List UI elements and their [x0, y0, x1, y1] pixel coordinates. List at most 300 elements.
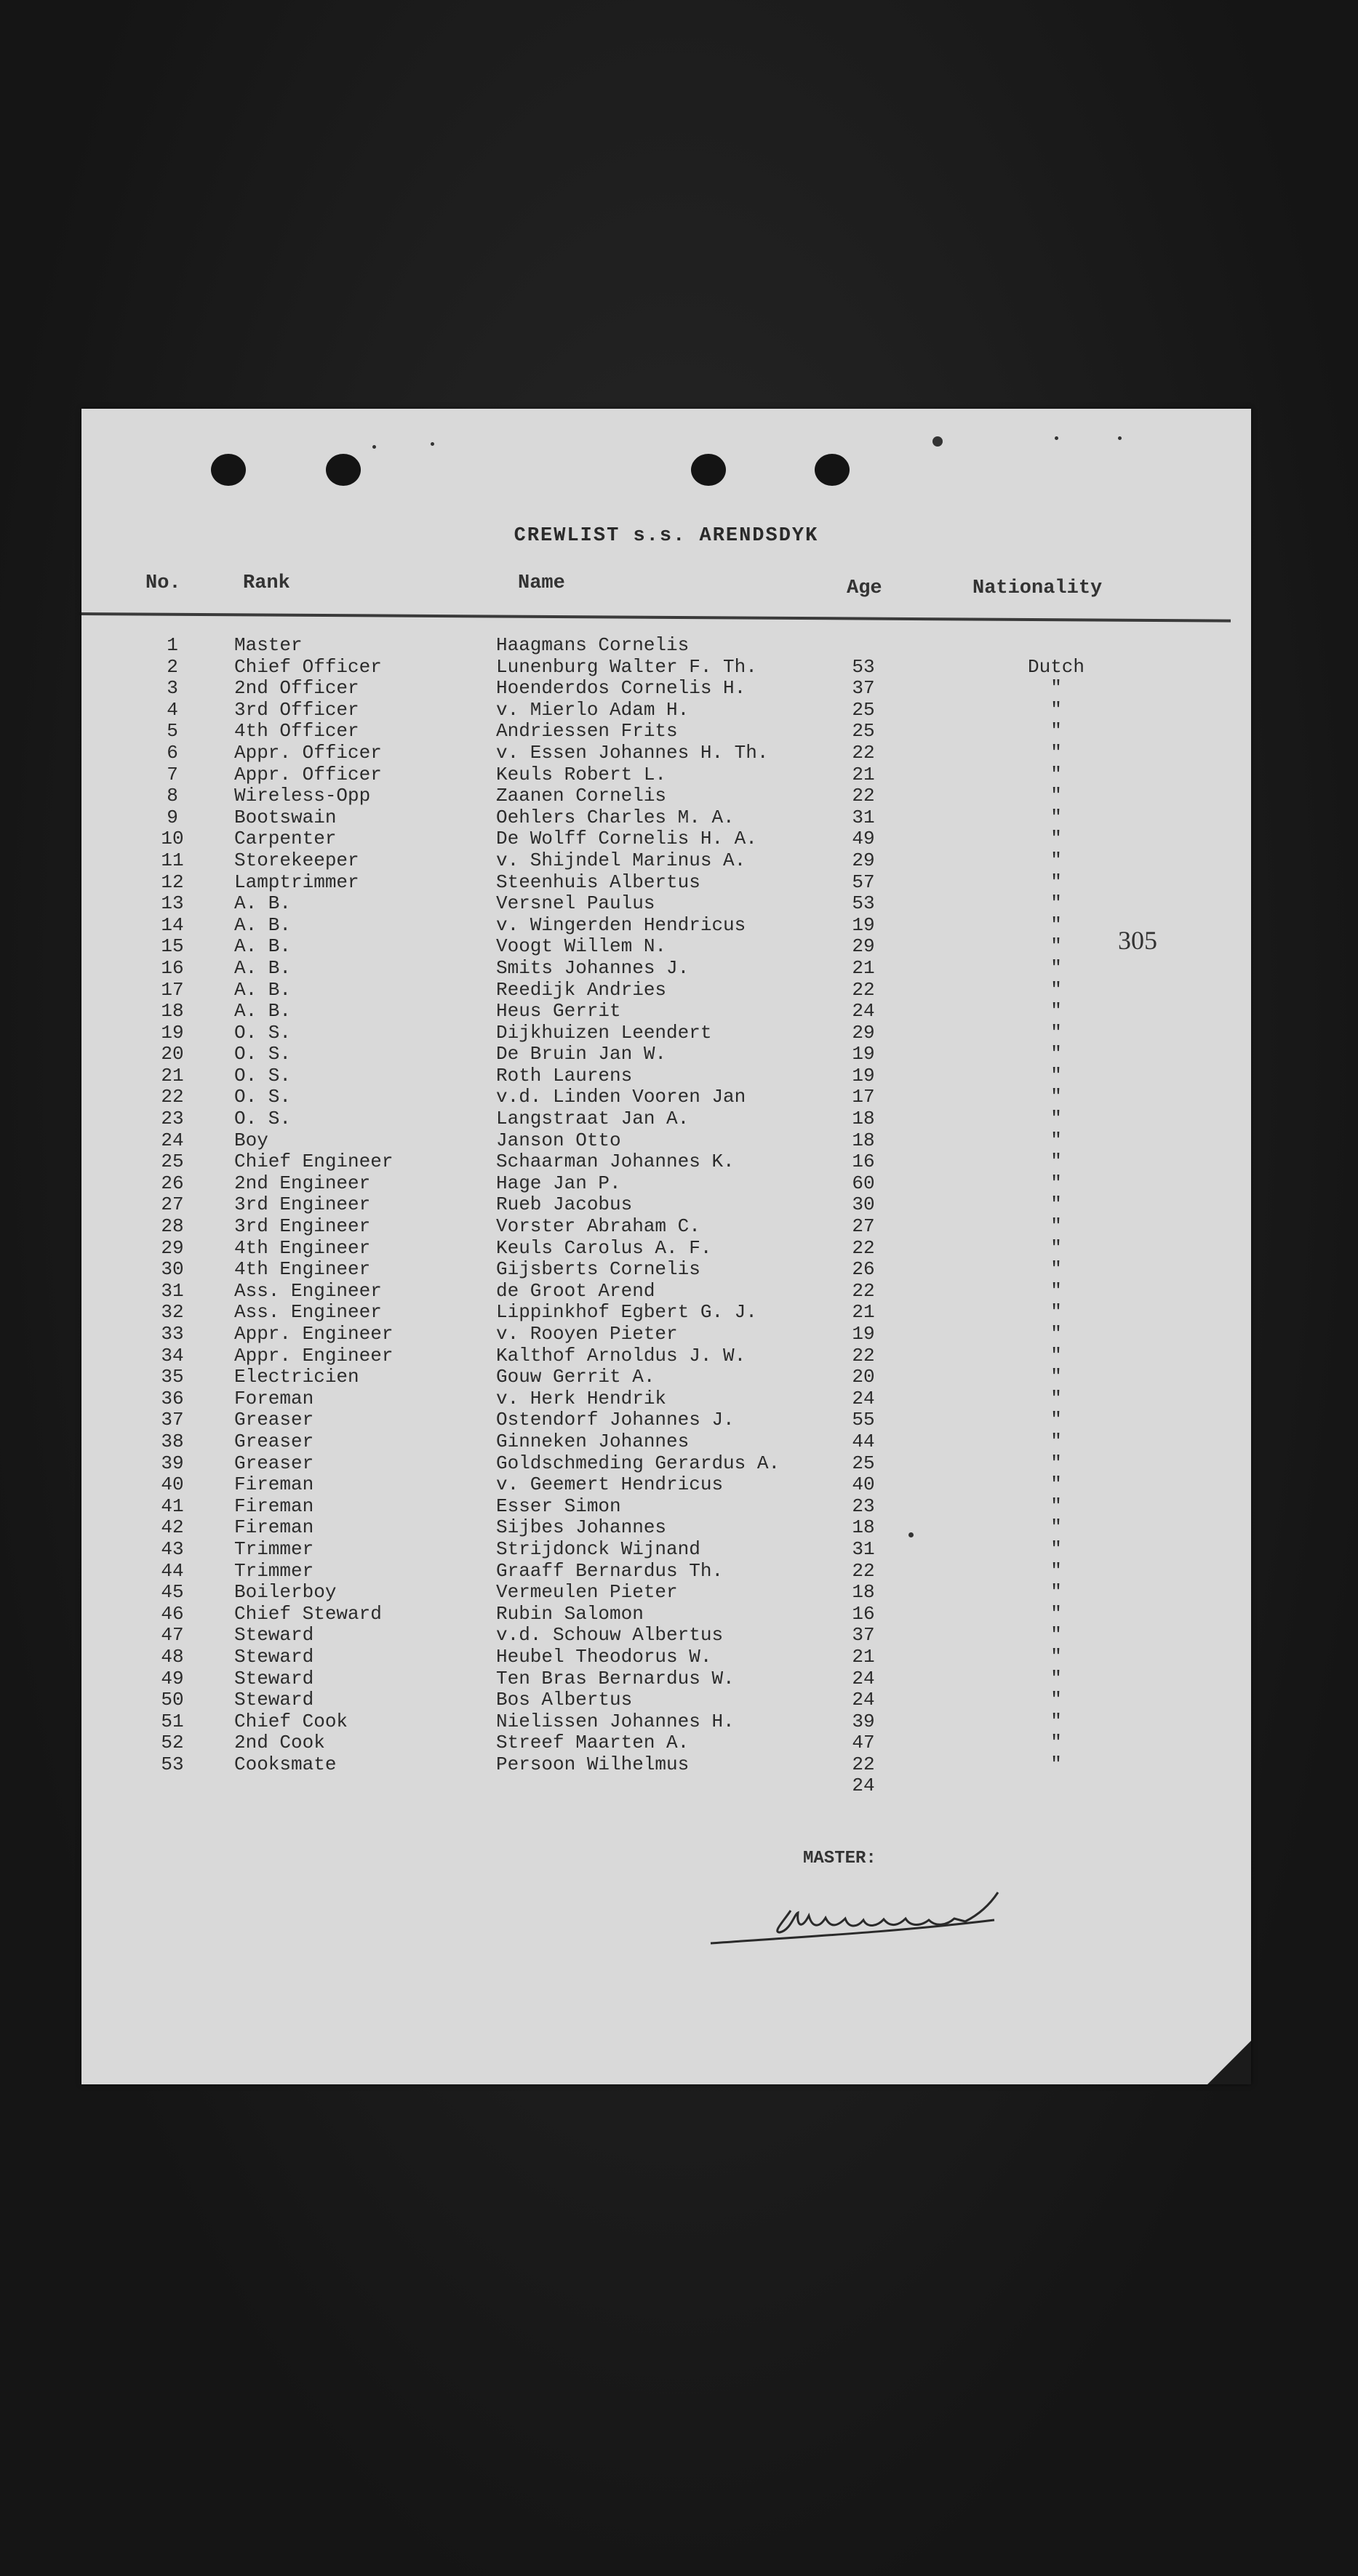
row-number: 47 [161, 1624, 184, 1647]
table-row [81, 1775, 1251, 1796]
row-age: 60 [852, 1172, 875, 1194]
table-row [81, 656, 1251, 678]
table-row [81, 764, 1251, 785]
row-age: 37 [852, 1624, 875, 1647]
row-nationality: " [1050, 1516, 1062, 1539]
row-rank: Greaser [234, 1430, 314, 1452]
row-nationality: " [1050, 1495, 1062, 1517]
table-row [81, 1280, 1251, 1302]
row-nationality: " [1050, 1602, 1062, 1625]
row-number: 42 [161, 1516, 184, 1539]
row-rank: A. B. [234, 935, 292, 958]
page-title: CREWLIST s.s. ARENDSDYK [514, 525, 819, 547]
header-divider [81, 612, 1231, 623]
row-age: 53 [852, 892, 875, 915]
row-age: 22 [852, 741, 875, 764]
row-number: 11 [161, 849, 184, 871]
row-number: 48 [161, 1645, 184, 1668]
row-rank: O. S. [234, 1086, 292, 1108]
row-age: 55 [852, 1409, 875, 1431]
row-name: Steenhuis Albertus [496, 871, 700, 893]
row-rank: 3rd Engineer [234, 1193, 371, 1216]
table-row [81, 1689, 1251, 1711]
row-rank: Lamptrimmer [234, 871, 359, 893]
table-row [81, 699, 1251, 721]
table-row [81, 1560, 1251, 1582]
row-nationality: " [1050, 1129, 1062, 1151]
row-rank: Master [234, 634, 303, 656]
row-number: 31 [161, 1279, 184, 1302]
row-rank: Foreman [234, 1387, 314, 1409]
header-no: No. [145, 572, 181, 594]
row-nationality: " [1050, 1236, 1062, 1259]
table-row [81, 1022, 1251, 1044]
row-rank: Steward [234, 1689, 314, 1711]
master-signature [703, 1863, 1082, 1958]
row-name: v. Herk Hendrik [496, 1387, 667, 1409]
row-age: 19 [852, 1323, 875, 1345]
row-nationality: " [1050, 763, 1062, 785]
ink-speck [372, 445, 376, 449]
row-name: Streef Maarten A. [496, 1732, 690, 1754]
table-row [81, 1301, 1251, 1323]
row-name: Hage Jan P. [496, 1172, 621, 1194]
row-nationality: " [1050, 1172, 1062, 1194]
table-row [81, 1581, 1251, 1603]
row-name: Persoon Wilhelmus [496, 1753, 690, 1775]
row-age: 40 [852, 1473, 875, 1496]
table-row [81, 634, 1251, 656]
row-age: 47 [852, 1732, 875, 1754]
row-name: v. Geemert Hendricus [496, 1473, 724, 1496]
row-name: Keuls Carolus A. F. [496, 1236, 712, 1259]
row-number: 16 [161, 956, 184, 979]
row-age: 18 [852, 1108, 875, 1130]
row-age: 22 [852, 978, 875, 1001]
table-row [81, 1495, 1251, 1517]
row-nationality: " [1050, 1000, 1062, 1023]
row-age: 25 [852, 698, 875, 721]
row-number: 3 [167, 677, 178, 700]
row-nationality: " [1050, 1409, 1062, 1431]
row-nationality: " [1050, 1732, 1062, 1754]
row-rank: O. S. [234, 1108, 292, 1130]
row-rank: Appr. Engineer [234, 1344, 394, 1367]
punch-hole [326, 454, 361, 486]
row-number: 23 [161, 1108, 184, 1130]
row-age: 53 [852, 655, 875, 678]
header-nationality: Nationality [972, 577, 1103, 599]
row-number: 10 [161, 828, 184, 850]
row-rank: Boy [234, 1129, 268, 1151]
row-age: 25 [852, 1452, 875, 1474]
row-name: Keuls Robert L. [496, 763, 667, 785]
table-row [81, 1108, 1251, 1129]
row-age: 29 [852, 935, 875, 958]
header-name: Name [518, 572, 565, 594]
row-number: 18 [161, 1000, 184, 1023]
row-age: 57 [852, 871, 875, 893]
row-rank: A. B. [234, 913, 292, 936]
table-row [81, 1172, 1251, 1194]
row-number: 46 [161, 1602, 184, 1625]
row-nationality: " [1050, 1624, 1062, 1647]
row-nationality: " [1050, 871, 1062, 893]
row-number: 15 [161, 935, 184, 958]
table-row [81, 957, 1251, 979]
table-row [81, 1345, 1251, 1367]
row-number: 27 [161, 1193, 184, 1216]
row-nationality: " [1050, 1086, 1062, 1108]
row-rank: Chief Engineer [234, 1151, 394, 1173]
table-row [81, 914, 1251, 936]
row-age: 24 [852, 1387, 875, 1409]
row-nationality: " [1050, 1064, 1062, 1087]
row-number: 13 [161, 892, 184, 915]
row-number: 12 [161, 871, 184, 893]
row-rank: Fireman [234, 1495, 314, 1517]
row-name: Roth Laurens [496, 1064, 633, 1087]
table-row [81, 1452, 1251, 1474]
row-age: 29 [852, 849, 875, 871]
table-row [81, 785, 1251, 807]
row-rank: Steward [234, 1645, 314, 1668]
row-rank: Trimmer [234, 1559, 314, 1582]
row-number: 14 [161, 913, 184, 936]
row-rank: Appr. Officer [234, 763, 382, 785]
row-name: Ostendorf Johannes J. [496, 1409, 735, 1431]
row-name: Rueb Jacobus [496, 1193, 633, 1216]
row-rank: Storekeeper [234, 849, 359, 871]
table-row [81, 1237, 1251, 1259]
row-number: 44 [161, 1559, 184, 1582]
row-name: Esser Simon [496, 1495, 621, 1517]
row-name: de Groot Arend [496, 1279, 655, 1302]
row-nationality: " [1050, 698, 1062, 721]
row-nationality: " [1050, 720, 1062, 743]
table-row [81, 1065, 1251, 1087]
row-rank: A. B. [234, 892, 292, 915]
row-number: 52 [161, 1732, 184, 1754]
row-name: Graaff Bernardus Th. [496, 1559, 724, 1582]
table-row [81, 979, 1251, 1001]
row-name: Kalthof Arnoldus J. W. [496, 1344, 746, 1367]
row-number: 30 [161, 1258, 184, 1281]
row-name: Dijkhuizen Leendert [496, 1021, 712, 1044]
row-rank: A. B. [234, 956, 292, 979]
row-rank: Boilerboy [234, 1581, 337, 1604]
row-name: Lippinkhof Egbert G. J. [496, 1301, 757, 1324]
row-nationality: " [1050, 956, 1062, 979]
table-row [81, 1151, 1251, 1172]
row-rank: 3rd Officer [234, 698, 359, 721]
row-name: Ten Bras Bernardus W. [496, 1667, 735, 1689]
row-name: Gijsberts Cornelis [496, 1258, 700, 1281]
row-rank: Appr. Engineer [234, 1323, 394, 1345]
row-number: 6 [167, 741, 178, 764]
page-number: 305 [1118, 926, 1157, 955]
row-name: Strijdonck Wijnand [496, 1537, 700, 1560]
row-rank: 2nd Officer [234, 677, 359, 700]
row-name: v. Shijndel Marinus A. [496, 849, 746, 871]
row-number: 20 [161, 1043, 184, 1065]
row-nationality: " [1050, 892, 1062, 915]
row-number: 50 [161, 1689, 184, 1711]
row-age: 18 [852, 1129, 875, 1151]
table-row [81, 1603, 1251, 1625]
row-nationality: " [1050, 677, 1062, 700]
row-age: 18 [852, 1516, 875, 1539]
table-row [81, 1129, 1251, 1151]
row-name: Lunenburg Walter F. Th. [496, 655, 757, 678]
row-nationality: " [1050, 1151, 1062, 1173]
row-nationality: " [1050, 978, 1062, 1001]
row-nationality: " [1050, 1387, 1062, 1409]
row-number: 21 [161, 1064, 184, 1087]
row-age: 26 [852, 1258, 875, 1281]
row-number: 53 [161, 1753, 184, 1775]
row-age: 20 [852, 1366, 875, 1388]
row-nationality: " [1050, 1301, 1062, 1324]
row-age: 16 [852, 1602, 875, 1625]
crew-list-sheet [81, 409, 1251, 2084]
row-number: 4 [167, 698, 178, 721]
table-row [81, 1431, 1251, 1452]
row-age: 21 [852, 1645, 875, 1668]
row-number: 1 [167, 634, 178, 656]
row-nationality: " [1050, 1753, 1062, 1775]
row-name: v.d. Schouw Albertus [496, 1624, 724, 1647]
row-age: 21 [852, 956, 875, 979]
table-row [81, 1711, 1251, 1732]
row-rank: Fireman [234, 1516, 314, 1539]
row-rank: Greaser [234, 1409, 314, 1431]
row-name: Haagmans Cornelis [496, 634, 690, 656]
row-number: 39 [161, 1452, 184, 1474]
row-name: Janson Otto [496, 1129, 621, 1151]
row-age: 22 [852, 1559, 875, 1582]
row-number: 17 [161, 978, 184, 1001]
row-nationality: " [1050, 1581, 1062, 1604]
row-name: Oehlers Charles M. A. [496, 806, 735, 828]
row-rank: Bootswain [234, 806, 337, 828]
row-name: Andriessen Frits [496, 720, 678, 743]
row-name: Hoenderdos Cornelis H. [496, 677, 746, 700]
table-row [81, 1624, 1251, 1646]
table-row [81, 807, 1251, 828]
row-name: Voogt Willem N. [496, 935, 667, 958]
row-name: Langstraat Jan A. [496, 1108, 690, 1130]
row-number: 41 [161, 1495, 184, 1517]
master-label: MASTER: [803, 1849, 876, 1868]
row-age: 23 [852, 1495, 875, 1517]
row-number: 34 [161, 1344, 184, 1367]
row-nationality: " [1050, 1473, 1062, 1496]
row-age: 16 [852, 1151, 875, 1173]
row-name: Goldschmeding Gerardus A. [496, 1452, 780, 1474]
row-number: 25 [161, 1151, 184, 1173]
row-age: 22 [852, 1753, 875, 1775]
table-row [81, 1753, 1251, 1775]
table-row [81, 1193, 1251, 1215]
row-nationality: " [1050, 1689, 1062, 1711]
row-nationality: " [1050, 1021, 1062, 1044]
row-nationality: " [1050, 1043, 1062, 1065]
row-number: 26 [161, 1172, 184, 1194]
row-name: v. Rooyen Pieter [496, 1323, 678, 1345]
table-row [81, 935, 1251, 957]
row-number: 33 [161, 1323, 184, 1345]
table-row [81, 1409, 1251, 1431]
table-row [81, 1473, 1251, 1495]
row-number: 8 [167, 785, 178, 807]
row-number: 43 [161, 1537, 184, 1560]
row-age: 25 [852, 720, 875, 743]
row-age: 19 [852, 1043, 875, 1065]
row-nationality: Dutch [1027, 655, 1085, 678]
punch-hole [211, 454, 246, 486]
row-age: 44 [852, 1430, 875, 1452]
table-row [81, 871, 1251, 893]
row-rank: 3rd Engineer [234, 1215, 371, 1238]
table-row [81, 1538, 1251, 1560]
row-number: 5 [167, 720, 178, 743]
crew-table [81, 634, 1251, 1796]
row-age: 49 [852, 828, 875, 850]
row-name: Vermeulen Pieter [496, 1581, 678, 1604]
row-rank: 2nd Engineer [234, 1172, 371, 1194]
table-row [81, 1388, 1251, 1409]
row-name: Gouw Gerrit A. [496, 1366, 655, 1388]
row-age: 22 [852, 1236, 875, 1259]
row-age: 29 [852, 1021, 875, 1044]
table-row [81, 849, 1251, 871]
row-number: 37 [161, 1409, 184, 1431]
row-nationality: " [1050, 806, 1062, 828]
row-name: Ginneken Johannes [496, 1430, 690, 1452]
row-name: Reedijk Andries [496, 978, 667, 1001]
row-name: Heubel Theodorus W. [496, 1645, 712, 1668]
row-number: 29 [161, 1236, 184, 1259]
row-rank: Chief Officer [234, 655, 382, 678]
row-age: 21 [852, 1301, 875, 1324]
row-rank: Chief Steward [234, 1602, 382, 1625]
row-name: De Wolff Cornelis H. A. [496, 828, 757, 850]
row-number: 7 [167, 763, 178, 785]
row-nationality: " [1050, 1258, 1062, 1281]
row-name: Rubin Salomon [496, 1602, 644, 1625]
row-rank: Wireless-Opp [234, 785, 371, 807]
row-rank: O. S. [234, 1043, 292, 1065]
row-rank: O. S. [234, 1021, 292, 1044]
header-age: Age [847, 577, 882, 599]
row-rank: A. B. [234, 978, 292, 1001]
row-age: 24 [852, 1775, 875, 1797]
row-number: 35 [161, 1366, 184, 1388]
row-rank: 4th Officer [234, 720, 359, 743]
row-rank: Fireman [234, 1473, 314, 1496]
row-rank: Steward [234, 1624, 314, 1647]
row-name: Schaarman Johannes K. [496, 1151, 735, 1173]
row-name: v. Mierlo Adam H. [496, 698, 690, 721]
row-number: 51 [161, 1710, 184, 1732]
row-age: 37 [852, 677, 875, 700]
row-nationality: " [1050, 1710, 1062, 1732]
row-age: 19 [852, 1064, 875, 1087]
row-rank: O. S. [234, 1064, 292, 1087]
row-rank: Trimmer [234, 1537, 314, 1560]
table-row [81, 720, 1251, 742]
row-name: Sijbes Johannes [496, 1516, 667, 1539]
table-row [81, 677, 1251, 699]
table-row [81, 1732, 1251, 1753]
row-age: 24 [852, 1000, 875, 1023]
row-nationality: " [1050, 1667, 1062, 1689]
row-rank: Electricien [234, 1366, 359, 1388]
row-name: v.d. Linden Vooren Jan [496, 1086, 746, 1108]
row-age: 24 [852, 1689, 875, 1711]
table-row [81, 1215, 1251, 1237]
row-nationality: " [1050, 1108, 1062, 1130]
row-nationality: " [1050, 1279, 1062, 1302]
row-nationality: " [1050, 935, 1062, 958]
row-nationality: " [1050, 741, 1062, 764]
row-age: 21 [852, 763, 875, 785]
row-nationality: " [1050, 913, 1062, 936]
punch-hole [691, 454, 726, 486]
row-age: 19 [852, 913, 875, 936]
table-row [81, 1646, 1251, 1668]
row-number: 19 [161, 1021, 184, 1044]
row-name: Versnel Paulus [496, 892, 655, 915]
row-rank: 2nd Cook [234, 1732, 325, 1754]
row-name: Heus Gerrit [496, 1000, 621, 1023]
row-number: 2 [167, 655, 178, 678]
row-nationality: " [1050, 849, 1062, 871]
table-row [81, 1516, 1251, 1538]
table-row [81, 1258, 1251, 1280]
row-age: 22 [852, 785, 875, 807]
row-number: 38 [161, 1430, 184, 1452]
row-age: 30 [852, 1193, 875, 1216]
row-nationality: " [1050, 1215, 1062, 1238]
row-number: 9 [167, 806, 178, 828]
ink-speck [932, 436, 943, 447]
row-number: 45 [161, 1581, 184, 1604]
ink-speck [1055, 436, 1058, 440]
row-rank: Cooksmate [234, 1753, 337, 1775]
row-number: 24 [161, 1129, 184, 1151]
row-nationality: " [1050, 1537, 1062, 1560]
row-number: 36 [161, 1387, 184, 1409]
table-row [81, 1323, 1251, 1345]
table-row [81, 1086, 1251, 1108]
row-rank: Carpenter [234, 828, 337, 850]
row-age: 27 [852, 1215, 875, 1238]
row-nationality: " [1050, 1323, 1062, 1345]
row-age: 31 [852, 806, 875, 828]
row-nationality: " [1050, 1430, 1062, 1452]
row-rank: A. B. [234, 1000, 292, 1023]
row-nationality: " [1050, 785, 1062, 807]
row-number: 22 [161, 1086, 184, 1108]
row-rank: Ass. Engineer [234, 1279, 382, 1302]
row-number: 49 [161, 1667, 184, 1689]
table-row [81, 1043, 1251, 1065]
row-age: 22 [852, 1279, 875, 1302]
row-nationality: " [1050, 828, 1062, 850]
row-name: Vorster Abraham C. [496, 1215, 700, 1238]
